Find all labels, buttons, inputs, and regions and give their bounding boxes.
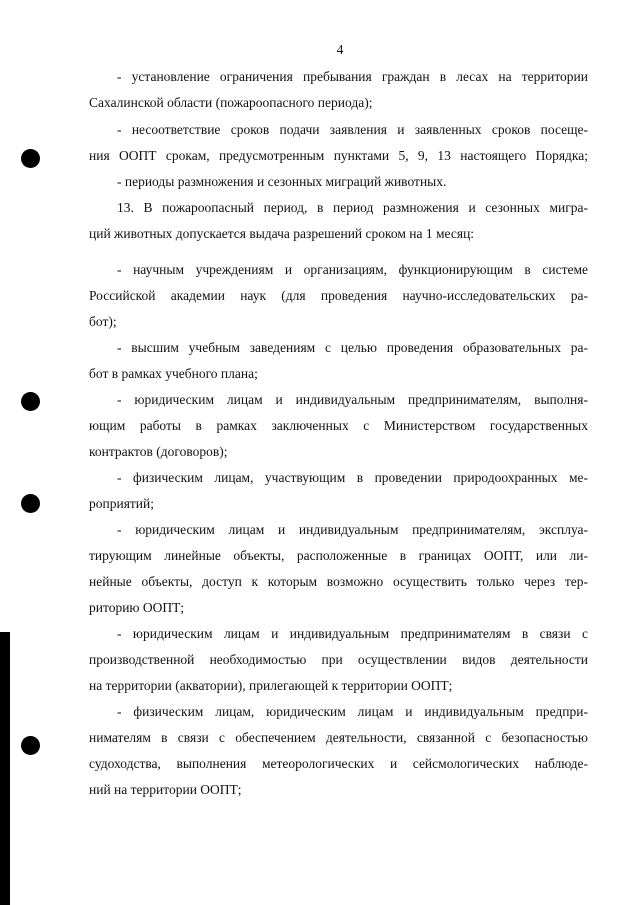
- text-line: - высшим учебным заведениям с целью проведения образовательных ра-: [117, 340, 588, 355]
- punch-hole: [21, 494, 40, 513]
- text-line: на территории (акватории), прилегающей к территории ООПТ;: [89, 678, 453, 693]
- text-line: 13. В пожароопасный период, в период размножения и сезонных мигра-: [117, 200, 588, 215]
- page-number: 4: [336, 42, 344, 57]
- text-line: - физическим лицам, участвующим в проведении природоохранных ме-: [117, 470, 588, 485]
- punch-hole: [21, 149, 40, 168]
- text-line: - юридическим лицам и индивидуальным предпринимателям, эксплуа-: [117, 522, 588, 537]
- text-line: бот в рамках учебного плана;: [89, 366, 258, 381]
- text-line: нейные объекты, доступ к которым возможно осуществить только через тер-: [89, 574, 588, 589]
- text-line: - юридическим лицам и индивидуальным предпринимателям, выполня-: [117, 392, 588, 407]
- text-line: судоходства, выполнения метеорологических и сейсмологических наблюде-: [89, 756, 588, 771]
- text-line: бот);: [89, 314, 117, 329]
- text-line: ния ООПТ срокам, предусмотренным пунктами 5, 9, 13 настоящего Порядка;: [89, 148, 588, 163]
- text-line: - физическим лицам, юридическим лицам и индивидуальным предпри-: [117, 704, 588, 719]
- text-line: тирующим линейные объекты, расположенные в границах ООПТ, или ли-: [89, 548, 588, 563]
- text-line: контрактов (договоров);: [89, 444, 228, 459]
- punch-hole: [21, 392, 40, 411]
- text-line: ний на территории ООПТ;: [89, 782, 242, 797]
- text-line: - научным учреждениям и организациям, функционирующим в системе: [117, 262, 588, 277]
- punch-hole: [21, 736, 40, 755]
- text-line: производственной необходимостью при осуществлении видов деятельности: [89, 652, 588, 667]
- text-line: - периоды размножения и сезонных миграций животных.: [117, 174, 447, 189]
- text-line: ющим работы в рамках заключенных с Министерством государственных: [89, 418, 588, 433]
- text-line: - несоответствие сроков подачи заявления и заявленных сроков посеще-: [117, 122, 588, 137]
- text-line: - юридическим лицам и индивидуальным предпринимателям в связи с: [117, 626, 588, 641]
- text-line: риторию ООПТ;: [89, 600, 185, 615]
- scan-edge-shadow: [0, 632, 10, 905]
- text-line: Российской академии наук (для проведения научно-исследовательских ра-: [89, 288, 588, 303]
- text-line: - установление ограничения пребывания граждан в лесах на территории: [117, 69, 588, 84]
- text-line: роприятий;: [89, 496, 155, 511]
- text-line: Сахалинской области (пожароопасного периода);: [89, 95, 373, 110]
- text-line: нимателям в связи с обеспечением деятельности, связанной с безопасностью: [89, 730, 588, 745]
- text-line: ций животных допускается выдача разрешений сроком на 1 месяц:: [89, 226, 475, 241]
